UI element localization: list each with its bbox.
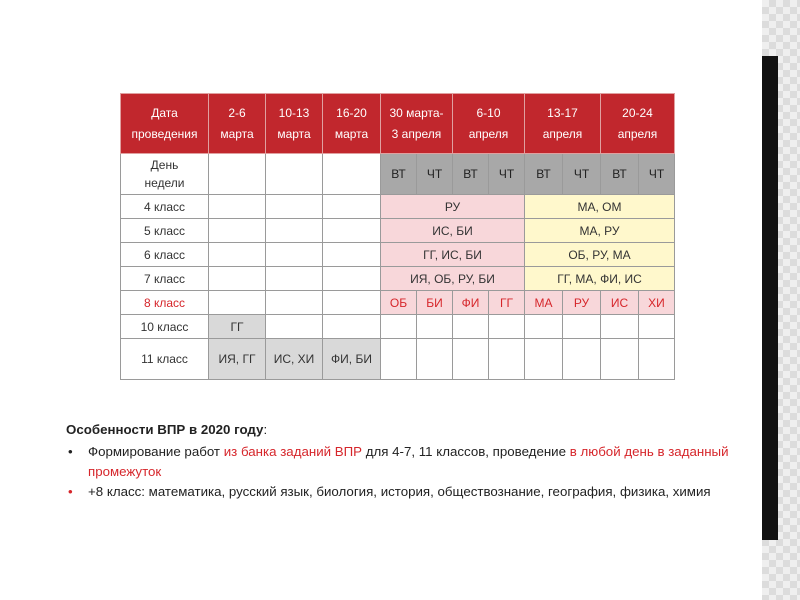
weekday-label-line2: недели <box>144 176 185 190</box>
note-bullet-2 <box>66 482 756 502</box>
empty-cell <box>266 219 323 243</box>
period-6-month: апреля <box>542 126 583 141</box>
period-2-dates: 10-13 <box>278 105 310 120</box>
notes-title-colon: : <box>263 422 268 437</box>
header-period-7 <box>601 94 675 154</box>
empty-cell <box>601 315 639 339</box>
empty-cell <box>639 339 675 380</box>
weekday-cell: ЧТ <box>489 154 525 195</box>
period-6-dates: 13-17 <box>547 105 578 120</box>
empty-cell <box>323 195 381 219</box>
notes-title-text: Особенности ВПР в 2020 году <box>66 422 264 437</box>
note-bullet-1 <box>66 442 756 482</box>
empty-cell <box>323 219 381 243</box>
empty-cell <box>417 339 453 380</box>
grade-11-period-1: ИЯ, ГГ <box>209 339 266 380</box>
grade-5-first-half: ИС, БИ <box>381 219 525 243</box>
notes-title <box>66 420 756 440</box>
header-period-4 <box>381 94 453 154</box>
empty-cell <box>489 315 525 339</box>
grade-8-subject: ГГ <box>489 291 525 315</box>
empty-cell <box>209 154 266 195</box>
grade-4-row <box>121 195 675 219</box>
grade-8-subject: ФИ <box>453 291 489 315</box>
grade-6-second-half: ОБ, РУ, МА <box>525 243 675 267</box>
empty-cell <box>323 315 381 339</box>
empty-cell <box>525 339 563 380</box>
period-2-month: марта <box>277 126 311 141</box>
grade-8-subject: РУ <box>563 291 601 315</box>
period-3-month: марта <box>334 126 369 141</box>
empty-cell <box>639 315 675 339</box>
empty-cell <box>209 291 266 315</box>
grade-8-row <box>121 291 675 315</box>
empty-cell <box>601 339 639 380</box>
empty-cell <box>209 195 266 219</box>
empty-cell <box>266 267 323 291</box>
empty-cell <box>209 243 266 267</box>
decorative-dark-bar <box>762 56 778 540</box>
grade-11-row <box>121 339 675 380</box>
bullet-1-text: Формирование работ <box>88 444 224 459</box>
empty-cell <box>489 339 525 380</box>
period-3-dates: 16-20 <box>336 105 367 120</box>
period-4-dates: 30 марта- <box>389 105 444 120</box>
header-period-3 <box>323 94 381 154</box>
grade-8-subject: ХИ <box>639 291 675 315</box>
header-period-5 <box>453 94 525 154</box>
grade-label: 5 класс <box>121 219 209 243</box>
grade-7-first-half: ИЯ, ОБ, РУ, БИ <box>381 267 525 291</box>
empty-cell <box>563 339 601 380</box>
grade-8-subject: МА <box>525 291 563 315</box>
grade-label: 11 класс <box>121 339 209 380</box>
bullet-2-grade: +8 <box>88 484 104 499</box>
weekday-cell: ВТ <box>381 154 417 195</box>
weekday-cell: ЧТ <box>639 154 675 195</box>
vpr-schedule-table <box>120 93 675 380</box>
period-5-dates: 6-10 <box>476 105 501 120</box>
header-date-line2: проведения <box>131 126 198 141</box>
grade-4-second-half: МА, ОМ <box>525 195 675 219</box>
grade-label: 6 класс <box>121 243 209 267</box>
grade-8-subject: ОБ <box>381 291 417 315</box>
empty-cell <box>525 315 563 339</box>
period-7-month: апреля <box>617 126 658 141</box>
period-5-month: апреля <box>468 126 509 141</box>
empty-cell <box>266 195 323 219</box>
grade-11-period-2: ИС, ХИ <box>266 339 323 380</box>
bullet-marker: • <box>68 444 73 459</box>
grade-6-row <box>121 243 675 267</box>
empty-cell <box>266 154 323 195</box>
weekday-label-line1: День <box>150 158 179 172</box>
bullet-marker: • <box>68 484 73 499</box>
empty-cell <box>266 291 323 315</box>
empty-cell <box>266 315 323 339</box>
table-header-row <box>121 94 675 154</box>
grade-label: 4 класс <box>121 195 209 219</box>
bullet-1-highlight-anyday: в любой день в заданный промежуток <box>88 444 729 479</box>
weekday-cell: ЧТ <box>417 154 453 195</box>
grade-5-second-half: МА, РУ <box>525 219 675 243</box>
weekday-cell: ВТ <box>525 154 563 195</box>
header-period-1 <box>209 94 266 154</box>
grade-7-row <box>121 267 675 291</box>
grade-label: 7 класс <box>121 267 209 291</box>
weekday-label-cell <box>121 154 209 195</box>
grade-10-row <box>121 315 675 339</box>
grade-11-period-3: ФИ, БИ <box>323 339 381 380</box>
bullet-2-text: класс: математика, русский язык, биология, история, обществознание, география, физика, химия <box>103 484 711 499</box>
grade-label: 10 класс <box>121 315 209 339</box>
grade-label: 8 класс <box>121 291 209 315</box>
bullet-1-text-2: для 4-7, 11 классов, проведение <box>362 444 570 459</box>
empty-cell <box>209 219 266 243</box>
empty-cell <box>381 339 417 380</box>
grade-10-period-1: ГГ <box>209 315 266 339</box>
period-4-month: 3 апреля <box>391 126 442 141</box>
empty-cell <box>209 267 266 291</box>
header-date-line1: Дата <box>151 105 178 120</box>
empty-cell <box>323 154 381 195</box>
grade-4-first-half: РУ <box>381 195 525 219</box>
grade-6-first-half: ГГ, ИС, БИ <box>381 243 525 267</box>
grade-7-second-half: ГГ, МА, ФИ, ИС <box>525 267 675 291</box>
empty-cell <box>323 291 381 315</box>
weekday-cell: ВТ <box>453 154 489 195</box>
empty-cell <box>323 267 381 291</box>
period-7-dates: 20-24 <box>622 105 653 120</box>
weekday-cell: ЧТ <box>563 154 601 195</box>
header-date-cell <box>121 94 209 154</box>
weekday-cell: ВТ <box>601 154 639 195</box>
empty-cell <box>417 315 453 339</box>
grade-5-row <box>121 219 675 243</box>
empty-cell <box>323 243 381 267</box>
vpr-notes <box>66 420 756 502</box>
grade-8-subject: ИС <box>601 291 639 315</box>
period-1-month: марта <box>220 126 254 141</box>
empty-cell <box>453 339 489 380</box>
header-period-6 <box>525 94 601 154</box>
empty-cell <box>453 315 489 339</box>
bullet-1-highlight-bank: из банка заданий ВПР <box>223 444 363 459</box>
empty-cell <box>381 315 417 339</box>
period-1-dates: 2-6 <box>228 105 246 120</box>
grade-8-subject: БИ <box>417 291 453 315</box>
empty-cell <box>266 243 323 267</box>
header-period-2 <box>266 94 323 154</box>
weekday-row <box>121 154 675 195</box>
empty-cell <box>563 315 601 339</box>
